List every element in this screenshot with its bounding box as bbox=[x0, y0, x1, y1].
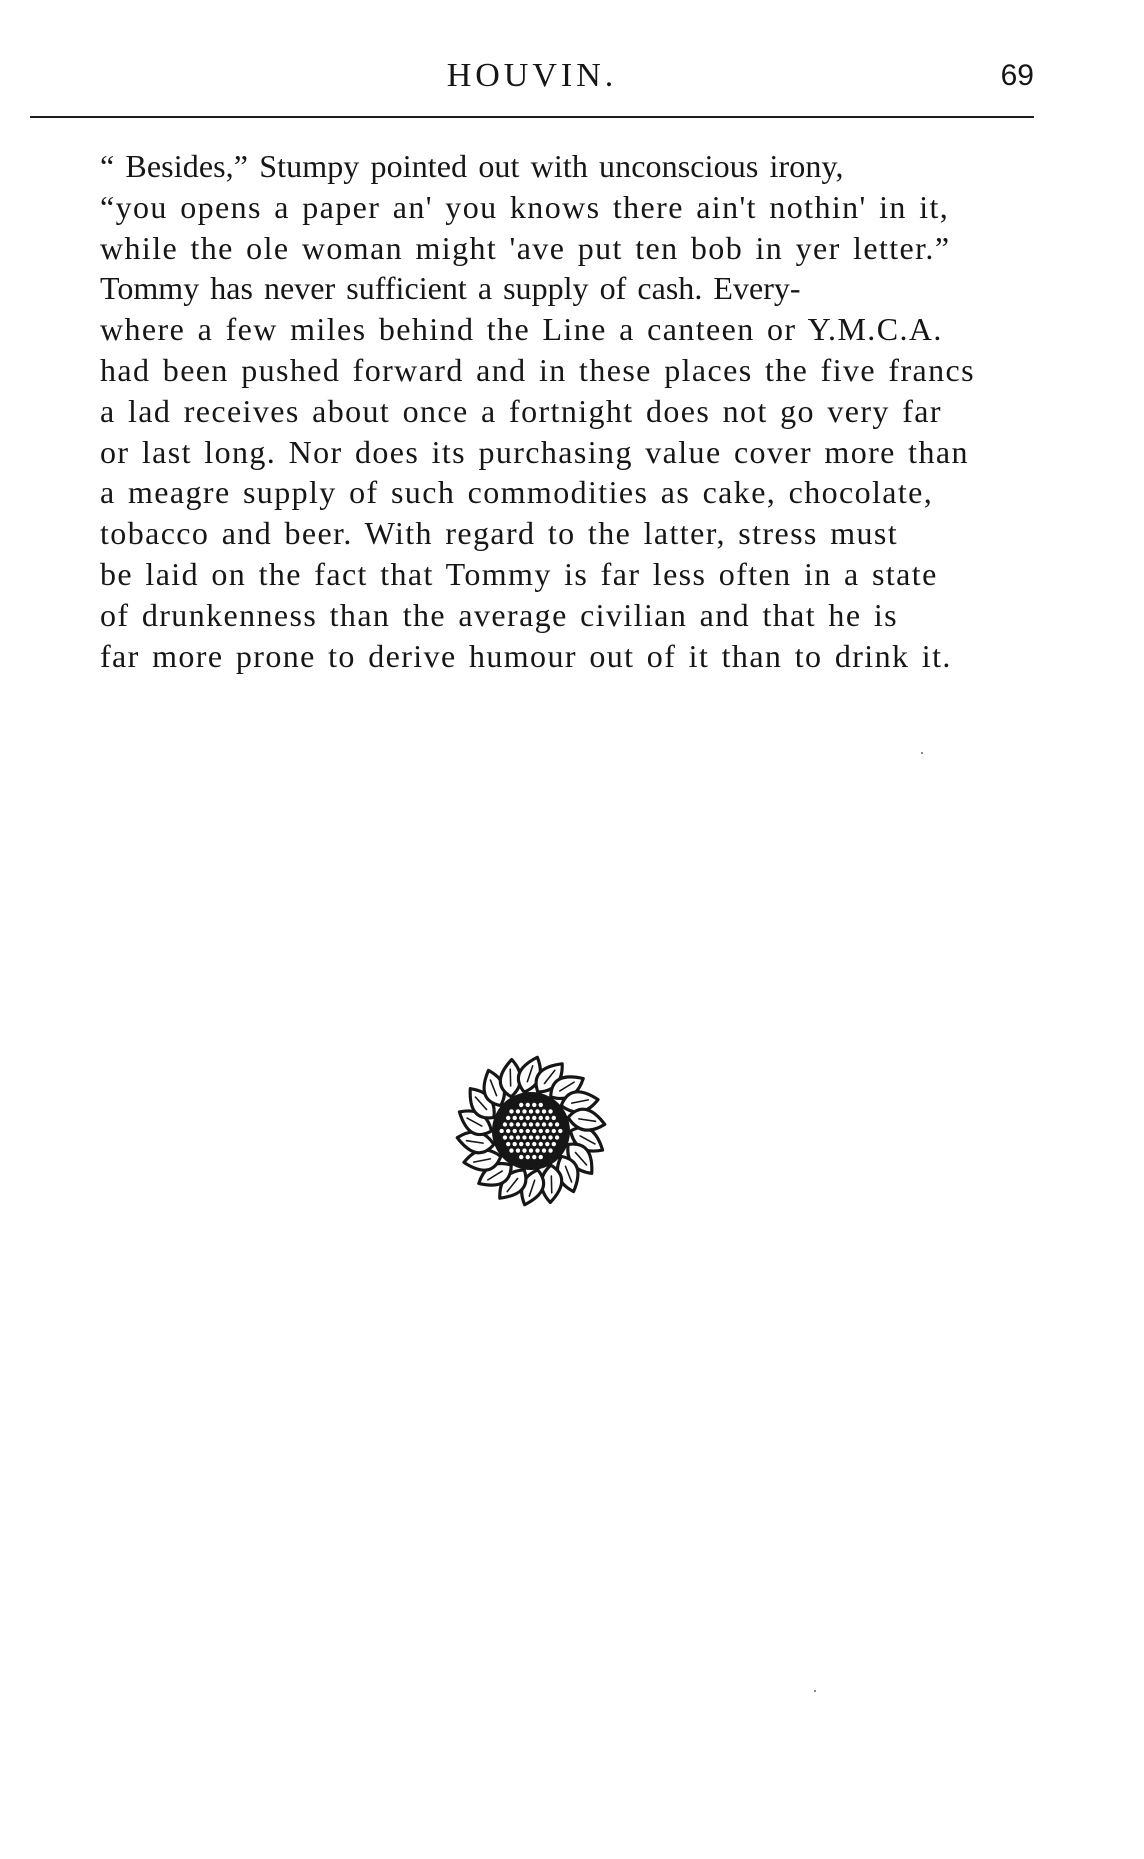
ornament-seed bbox=[509, 1135, 513, 1139]
ornament-seed bbox=[513, 1142, 517, 1146]
ornament-seed bbox=[516, 1109, 520, 1113]
ornament-seed bbox=[558, 1129, 562, 1133]
ornament-seed bbox=[535, 1109, 539, 1113]
ornament-seed bbox=[506, 1129, 510, 1133]
ornament-seed bbox=[509, 1122, 513, 1126]
ornament-seed bbox=[542, 1148, 546, 1152]
ornament-seed bbox=[503, 1122, 507, 1126]
paragraph-1 bbox=[30, 146, 1044, 268]
ornament-seed bbox=[532, 1116, 536, 1120]
header-rule bbox=[30, 116, 1034, 118]
text-line: of drunkenness than the average civilian and that he is bbox=[100, 596, 898, 633]
ornament-seed bbox=[535, 1122, 539, 1126]
ornament-seed bbox=[519, 1142, 523, 1146]
text-line: or last long. Nor does its purchasing value cover more than bbox=[100, 433, 969, 470]
ornament-seed bbox=[519, 1116, 523, 1120]
ornament-seed bbox=[545, 1116, 549, 1120]
text-line: tobacco and beer. With regard to the latter, stress must bbox=[100, 515, 899, 552]
ornament-seed bbox=[548, 1148, 552, 1152]
ornament-seed bbox=[532, 1142, 536, 1146]
ornament-seed bbox=[532, 1155, 536, 1159]
ornament-seed bbox=[542, 1109, 546, 1113]
ornament-seed bbox=[499, 1129, 503, 1133]
ornament-seed bbox=[539, 1155, 543, 1159]
ornament-seed bbox=[506, 1142, 510, 1146]
ornament-seed bbox=[522, 1109, 526, 1113]
ornament-seed bbox=[548, 1122, 552, 1126]
ornament-seed bbox=[509, 1109, 513, 1113]
text-line: where a few miles behind the Line a canteen or Y.M.C.A. bbox=[100, 311, 943, 348]
text-line: be laid on the fact that Tommy is far less often in a state bbox=[100, 555, 938, 592]
ornament-seed bbox=[509, 1148, 513, 1152]
paragraph-2 bbox=[30, 268, 1044, 676]
ornament-seed bbox=[519, 1129, 523, 1133]
ornament-seed bbox=[506, 1116, 510, 1120]
ornament-seed bbox=[513, 1129, 517, 1133]
ornament-seed bbox=[539, 1129, 543, 1133]
ornament-seed bbox=[552, 1116, 556, 1120]
ornament-seed bbox=[519, 1103, 523, 1107]
running-head bbox=[30, 52, 1034, 100]
paper-speck bbox=[921, 752, 923, 754]
sunflower-ornament-icon bbox=[452, 1052, 610, 1210]
text-line: while the ole woman might 'ave put ten bob in yer letter.” bbox=[100, 229, 951, 266]
ornament-seed bbox=[526, 1129, 530, 1133]
text-line: had been pushed forward and in these places the five francs bbox=[100, 351, 975, 388]
ornament-seed bbox=[539, 1116, 543, 1120]
ornament-seed bbox=[535, 1148, 539, 1152]
ornament-seed bbox=[535, 1135, 539, 1139]
ornament-seed bbox=[542, 1122, 546, 1126]
ornament-seed bbox=[529, 1135, 533, 1139]
ornament-seed bbox=[529, 1148, 533, 1152]
text-line: “you opens a paper an' you knows there ain't nothin' in it, bbox=[100, 188, 950, 225]
ornament-seed bbox=[539, 1142, 543, 1146]
paper-speck bbox=[814, 1690, 816, 1692]
ornament-seed bbox=[548, 1109, 552, 1113]
body-text bbox=[30, 146, 1044, 676]
running-title: HOUVIN. bbox=[446, 57, 618, 94]
ornament-seed bbox=[555, 1122, 559, 1126]
text-line: Tommy has never sufficient a supply of cash. Every- bbox=[100, 270, 801, 307]
ornament-seed bbox=[545, 1129, 549, 1133]
ornament-seed bbox=[513, 1116, 517, 1120]
sunflower-ornament-svg bbox=[452, 1052, 610, 1210]
ornament-seed bbox=[522, 1122, 526, 1126]
ornament-seed bbox=[516, 1135, 520, 1139]
ornament-seed bbox=[526, 1155, 530, 1159]
ornament-seed bbox=[503, 1135, 507, 1139]
ornament-seed bbox=[522, 1135, 526, 1139]
ornament-seed bbox=[519, 1155, 523, 1159]
ornament-seed bbox=[526, 1116, 530, 1120]
page-number: 69 bbox=[1000, 59, 1034, 92]
ornament-seed bbox=[539, 1103, 543, 1107]
ornament-seed bbox=[522, 1148, 526, 1152]
ornament-seed bbox=[555, 1135, 559, 1139]
ornament-seed bbox=[529, 1122, 533, 1126]
ornament-seed bbox=[552, 1142, 556, 1146]
ornament-seed bbox=[542, 1135, 546, 1139]
ornament-seed bbox=[532, 1129, 536, 1133]
ornament-seed bbox=[516, 1148, 520, 1152]
text-line: a lad receives about once a fortnight does not go very far bbox=[100, 392, 942, 429]
ornament-seed bbox=[532, 1103, 536, 1107]
ornament-seed bbox=[552, 1129, 556, 1133]
ornament-seed bbox=[529, 1109, 533, 1113]
ornament-seed bbox=[526, 1103, 530, 1107]
ornament-seed bbox=[548, 1135, 552, 1139]
ornament-seed bbox=[516, 1122, 520, 1126]
ornament-seed bbox=[526, 1142, 530, 1146]
text-line: a meagre supply of such commodities as cake, chocolate, bbox=[100, 474, 934, 511]
text-line: “ Besides,” Stumpy pointed out with unconscious irony, bbox=[100, 148, 844, 184]
text-line: far more prone to derive humour out of it than to drink it. bbox=[100, 637, 952, 674]
ornament-seed bbox=[545, 1142, 549, 1146]
